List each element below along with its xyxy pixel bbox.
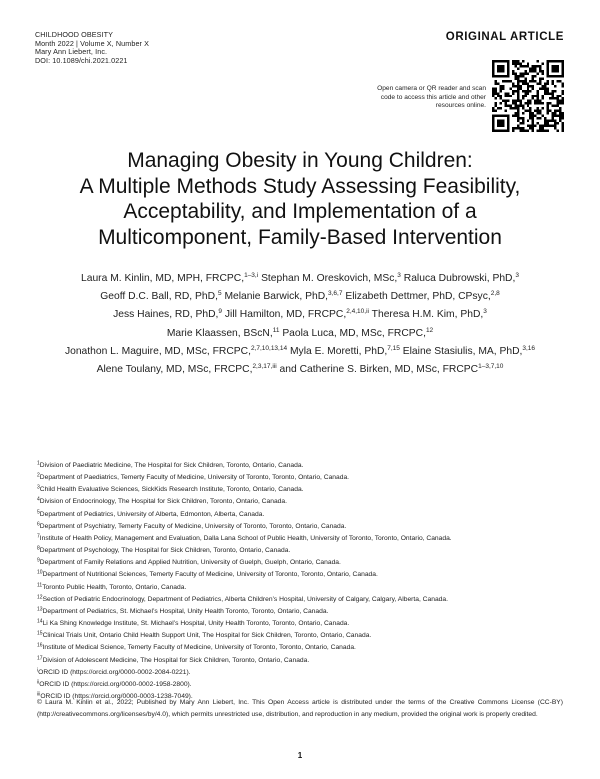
affiliation-mark: 9 xyxy=(37,557,40,564)
affiliation-item xyxy=(37,594,567,606)
author-affiliation-marks: 9 xyxy=(218,308,223,316)
affiliation-mark: 11 xyxy=(37,582,43,589)
title-line: Managing Obesity in Young Children: xyxy=(127,149,473,172)
affiliation-mark: 14 xyxy=(37,618,43,625)
qr-note: Open camera or QR reader and scan code to access this article and other resources online. xyxy=(377,85,486,110)
author-name: Jill Hamilton, MD, FRCPC, xyxy=(224,309,347,321)
affiliation-mark: ii xyxy=(37,679,40,686)
title-line: Acceptability, and Implementation of a xyxy=(123,200,477,223)
affiliation-item xyxy=(37,545,567,557)
affiliation-mark: 4 xyxy=(37,496,40,503)
affiliation-text: Section of Pediatric Endocrinology, Department of Pediatrics, Alberta Children’s Hospital, University of Calgary, Calgary, Alberta, Canada. xyxy=(42,595,448,603)
affiliation-text: Division of Adolescent Medicine, The Hospital for Sick Children, Toronto, Ontario, Canada. xyxy=(42,656,310,664)
affiliation-text: Division of Endocrinology, The Hospital for Sick Children, Toronto, Ontario, Canada. xyxy=(39,498,287,506)
affiliation-mark: 12 xyxy=(37,594,43,601)
affiliation-mark: 3 xyxy=(37,484,40,491)
author-name: Marie Klaassen, BScN, xyxy=(166,327,273,339)
affiliation-item xyxy=(37,460,567,472)
affiliation-text: Department of Pediatrics, University of Alberta, Edmonton, Alberta, Canada. xyxy=(39,510,265,518)
author-name: Elaine Stasiulis, MA, PhD, xyxy=(402,345,523,357)
affiliation-text: Department of Psychiatry, Temerty Faculty of Medicine, University of Toronto, Toronto, Ontario, Canada. xyxy=(39,522,347,530)
author-affiliation-marks: 3,16 xyxy=(522,344,536,352)
title-line: Multicomponent, Family-Based Intervention xyxy=(98,225,502,249)
author-affiliation-marks: 3 xyxy=(397,272,401,279)
author-line xyxy=(20,288,580,306)
author-affiliation-marks: 1–3,i xyxy=(244,272,259,279)
affiliation-mark: 7 xyxy=(37,533,40,540)
author-line xyxy=(20,343,580,361)
affiliation-text: Toronto Public Health, Toronto, Ontario, Canada. xyxy=(42,583,187,591)
author-name: Geoff D.C. Ball, RD, PhD, xyxy=(100,291,218,303)
author-line xyxy=(20,325,580,343)
affiliation-item xyxy=(37,484,567,496)
orcid-link[interactable]: ORCID ID (https://orcid.org/0000-0002-2084-0221). xyxy=(38,668,191,676)
author-name: Laura M. Kinlin, MD, MPH, FRCPC, xyxy=(81,273,245,284)
author-affiliation-marks: 11 xyxy=(272,326,280,334)
author-affiliation-marks: 12 xyxy=(425,326,434,334)
author-name: Alene Toulany, MD, MSc, FRCPC, xyxy=(96,364,253,376)
affiliation-item xyxy=(37,642,567,654)
affiliation-item xyxy=(37,582,567,594)
affiliation-mark: 2 xyxy=(37,472,40,479)
qr-code-icon[interactable] xyxy=(492,60,564,132)
journal-doi[interactable]: DOI: 10.1089/chi.2021.0221 xyxy=(35,55,128,65)
author-affiliation-marks: 3 xyxy=(515,272,519,279)
affiliation-text: Department of Psychology, The Hospital for Sick Children, Toronto, Ontario, Canada. xyxy=(39,547,291,555)
author-line xyxy=(20,270,580,288)
affiliation-text: Institute of Health Policy, Management and Evaluation, Dalla Lana School of Public Health, University of Toronto, Toronto, Ontario, Canada. xyxy=(39,534,452,542)
affiliation-text: Department of Pediatrics, St. Michael’s Hospital, Unity Health Toronto, Toronto, Ontario, Canada. xyxy=(42,607,329,615)
author-name: Stephan M. Oreskovich, MSc, xyxy=(261,273,398,284)
author-name: Jonathon L. Maguire, MD, MSc, FRCPC, xyxy=(64,345,251,357)
affiliation-item xyxy=(37,557,567,569)
author-affiliation-marks: 7,15 xyxy=(387,344,400,352)
affiliation-text: Department of Paediatrics, Temerty Faculty of Medicine, University of Toronto, Toronto, Ontario, Canada. xyxy=(39,474,350,482)
author-affiliation-marks: 1–3,7,10 xyxy=(478,363,504,371)
affiliation-item xyxy=(37,496,567,508)
author-name: Myla E. Moretti, PhD, xyxy=(289,345,388,357)
author-affiliation-marks: 2,7,10,13,14 xyxy=(250,344,288,352)
journal-publisher: Mary Ann Liebert, Inc. xyxy=(35,47,108,57)
affiliation-mark: 8 xyxy=(37,545,40,552)
affiliation-item xyxy=(37,569,567,581)
author-name: Raluca Dubrowski, PhD, xyxy=(403,273,516,284)
affiliation-mark: 13 xyxy=(37,606,43,613)
affiliation-item xyxy=(37,655,567,667)
affiliation-text: Clinical Trials Unit, Ontario Child Health Support Unit, The Hospital for Sick Children, Toronto, Ontario, Canada. xyxy=(42,632,372,640)
affiliation-text: Division of Paediatric Medicine, The Hospital for Sick Children, Toronto, Ontario, Canada. xyxy=(39,462,304,469)
affiliation-mark: 15 xyxy=(37,630,43,637)
affiliation-item xyxy=(37,521,567,533)
affiliation-item xyxy=(37,472,567,484)
affiliation-mark: 10 xyxy=(37,569,43,576)
affiliation-mark: 6 xyxy=(37,521,40,528)
affiliation-text: Li Ka Shing Knowledge Institute, St. Michael’s Hospital, Unity Health Toronto, Toronto, Ontario, Canada. xyxy=(42,620,350,628)
author-name: Theresa H.M. Kim, PhD, xyxy=(371,309,484,321)
author-affiliation-marks: 2,8 xyxy=(490,290,500,298)
affiliation-mark: iii xyxy=(37,691,41,698)
affiliation-item xyxy=(37,618,567,630)
affiliation-item xyxy=(37,630,567,642)
author-name: and Catherine S. Birken, MD, MSc, FRCPC xyxy=(279,364,479,376)
affiliation-mark: i xyxy=(37,667,39,674)
affiliation-mark: 16 xyxy=(37,642,43,649)
affiliation-text: Institute of Medical Science, Temerty Faculty of Medicine, University of Toronto, Toronto, Ontario, Canada. xyxy=(42,644,356,652)
author-name: Paola Luca, MD, MSc, FRCPC, xyxy=(282,327,426,339)
article-title xyxy=(20,148,580,250)
author-affiliation-marks: 3 xyxy=(483,308,487,316)
author-affiliation-marks: 5 xyxy=(217,290,222,298)
journal-issue: Month 2022 | Volume X, Number X xyxy=(35,38,150,48)
orcid-item[interactable] xyxy=(37,667,567,679)
author-affiliation-marks: 3,6,7 xyxy=(328,290,343,298)
copyright-notice: © Laura M. Kinlin et al., 2022; Published by Mary Ann Liebert, Inc. This Open Access article is distributed under the terms of the Creative Commons License (CC-BY) (http://creativecommons.org/licenses/by/4.0), which permits unrestricted use, distribution, and reproduction in any medium, provided the original work is properly credited. xyxy=(37,699,563,718)
affiliation-text: Department of Nutritional Sciences, Temerty Faculty of Medicine, University of Toronto, Toronto, Ontario, Canada. xyxy=(42,571,378,579)
author-affiliation-marks: 2,4,10,ii xyxy=(346,308,369,316)
affiliation-item xyxy=(37,509,567,521)
affiliation-text: Department of Family Relations and Applied Nutrition, University of Guelph, Guelph, Ontario, Canada. xyxy=(39,559,341,567)
page-number: 1 xyxy=(297,751,303,760)
affiliation-mark: 17 xyxy=(37,655,43,661)
author-line xyxy=(20,361,580,379)
orcid-item[interactable] xyxy=(37,679,567,691)
author-line xyxy=(20,306,580,324)
affiliation-item xyxy=(37,606,567,618)
author-name: Melanie Barwick, PhD, xyxy=(224,291,329,303)
title-line: A Multiple Methods Study Assessing Feasibility, xyxy=(79,174,521,198)
affiliation-mark: 1 xyxy=(37,460,40,467)
author-name: Elizabeth Dettmer, PhD, CPsyc, xyxy=(345,291,491,303)
author-list xyxy=(20,270,580,379)
affiliation-item xyxy=(37,533,567,545)
orcid-link[interactable]: ORCID ID (https://orcid.org/0000-0003-1238-7049). xyxy=(40,692,193,700)
affiliation-mark: 5 xyxy=(37,509,40,516)
journal-name: CHILDHOOD OBESITY xyxy=(35,30,113,39)
author-name: Jess Haines, RD, PhD, xyxy=(113,309,219,321)
affiliation-text: Child Health Evaluative Sciences, SickKids Research Institute, Toronto, Ontario, Canada. xyxy=(39,486,304,494)
journal-info xyxy=(35,31,149,65)
author-affiliation-marks: 2,3,17,iii xyxy=(252,363,277,371)
article-type-label: ORIGINAL ARTICLE xyxy=(445,31,564,43)
orcid-link[interactable]: ORCID ID (https://orcid.org/0000-0002-1958-2800). xyxy=(39,680,192,688)
affiliation-list xyxy=(37,460,567,703)
